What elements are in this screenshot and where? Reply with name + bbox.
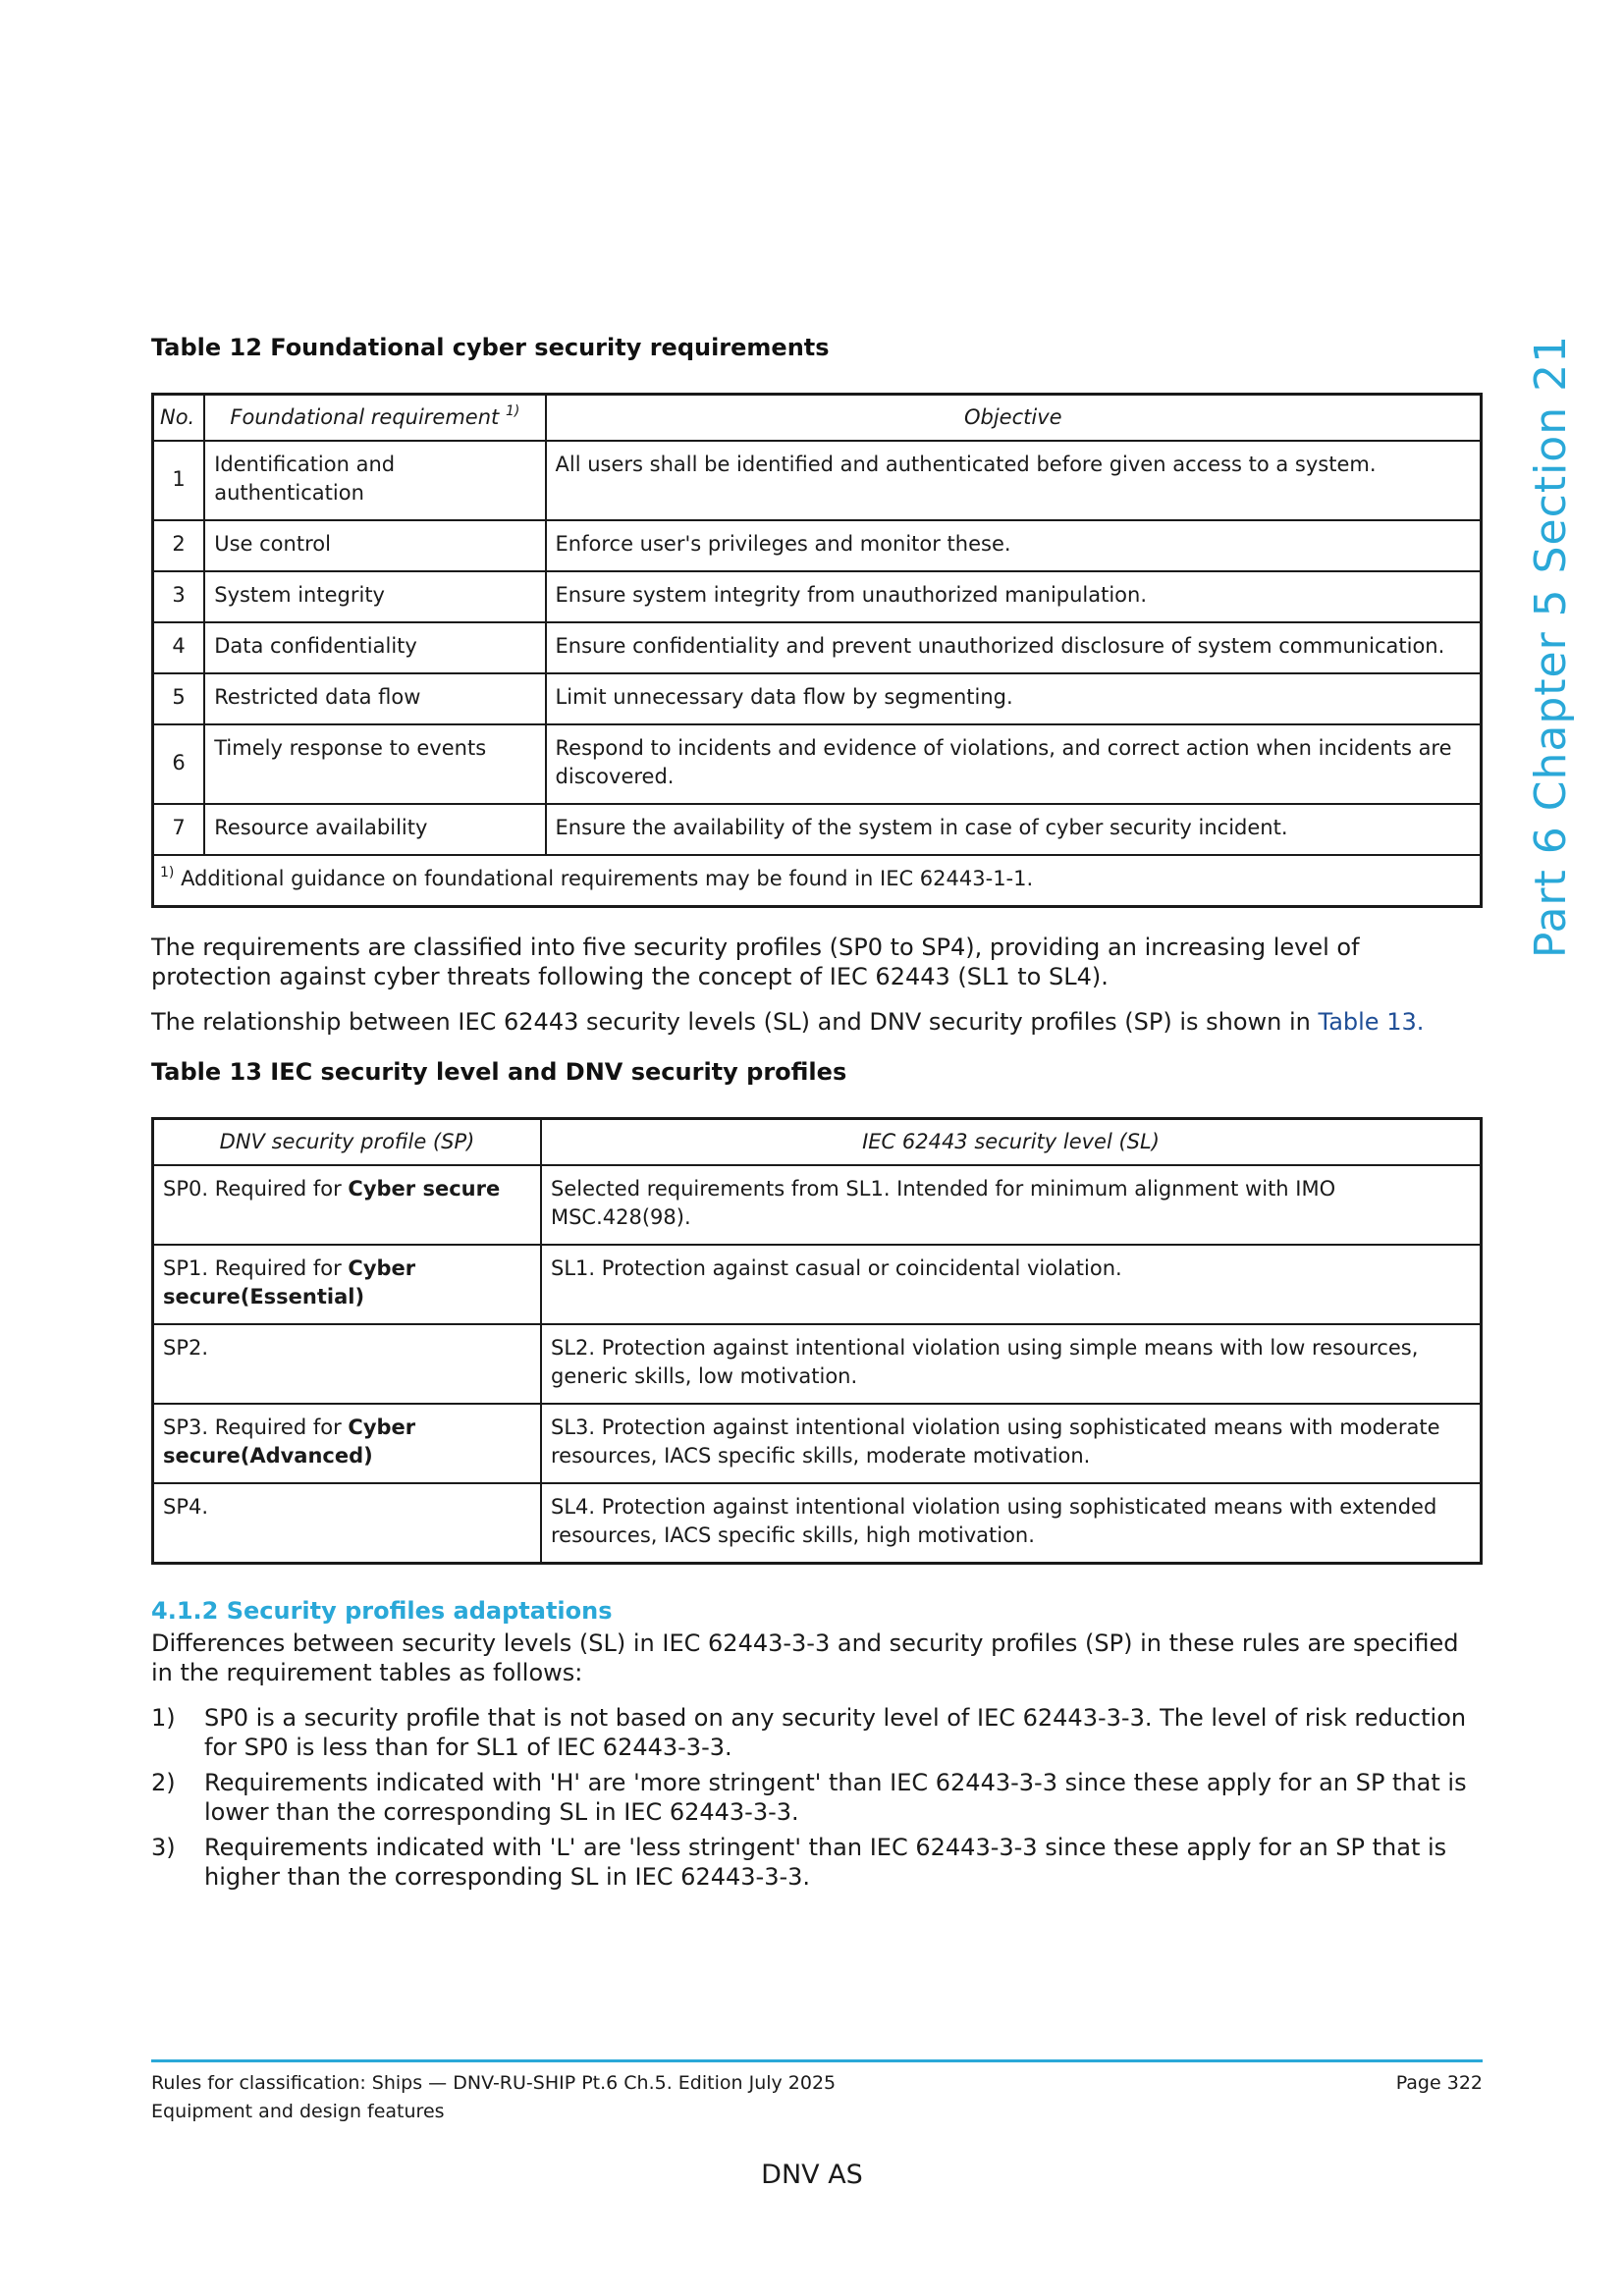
list-item (151, 1703, 1483, 1762)
row-profile (153, 1245, 541, 1324)
row-requirement: Resource availability (204, 804, 545, 855)
row-objective: Ensure the availability of the system in case of cyber security incident. (546, 804, 1482, 855)
row-objective: Ensure confidentiality and prevent unauthorized disclosure of system communication. (546, 622, 1482, 673)
table13-header-level: IEC 62443 security level (SL) (541, 1119, 1482, 1166)
side-section-label (1526, 334, 1577, 958)
table12-caption: Table 12 Foundational cyber security requirements (151, 334, 830, 361)
table-row (153, 804, 1482, 855)
footer-page-number: Page 322 (1395, 2072, 1483, 2094)
row-objective: All users shall be identified and authenticated before given access to a system. (546, 441, 1482, 520)
row-requirement: Data confidentiality (204, 622, 545, 673)
row-level: SL2. Protection against intentional violation using simple means with low resources, generic skills, low motivation. (541, 1324, 1482, 1404)
row-number: 2 (153, 520, 205, 571)
table-row (153, 724, 1482, 804)
side-section-label-text: Part 6 Chapter 5 Section 21 (1526, 334, 1577, 958)
list-text: SP0 is a security profile that is not based on any security level of IEC 62443-3-3. The level of risk reduction for SP0 is less than for SL1 of IEC 62443-3-3. (204, 1704, 1467, 1761)
footnote-mark: 1) (160, 865, 175, 881)
table12-header-objective: Objective (546, 395, 1482, 442)
row-level: SL1. Protection against casual or coincidental violation. (541, 1245, 1482, 1324)
paragraph-security-profiles: The requirements are classified into five security profiles (SP0 to SP4), providing an increasing level of protection against cyber threats following the concept of IEC 62443 (SL1 to SL4). (151, 934, 1360, 990)
row-number: 4 (153, 622, 205, 673)
section-intro: Differences between security levels (SL) in IEC 62443-3-3 and security profiles (SP) in these rules are specified in the requirement tables as follows: (151, 1629, 1459, 1686)
table-row (153, 1165, 1482, 1245)
profile-prefix: SP1. Required for (163, 1256, 349, 1280)
table12-header-note: 1) (505, 403, 520, 419)
table13-header-profile: DNV security profile (SP) (153, 1119, 541, 1166)
profile-bold: Cyber secure (348, 1177, 501, 1201)
row-requirement: Identification and authentication (204, 441, 545, 520)
list-marker: 2) (151, 1769, 176, 1796)
table12-header-requirement (204, 395, 545, 442)
paragraph-relationship-text: The relationship between IEC 62443 security levels (SL) and DNV security profiles (SP) is shown in (151, 1008, 1319, 1036)
row-profile (153, 1483, 541, 1564)
paragraph-relationship (151, 1007, 1483, 1037)
list-marker: 1) (151, 1704, 176, 1732)
row-objective: Ensure system integrity from unauthorized manipulation. (546, 571, 1482, 622)
profile-prefix: SP0. Required for (163, 1177, 349, 1201)
row-profile (153, 1404, 541, 1483)
table-row (153, 1483, 1482, 1564)
footer-chapter-title: Equipment and design features (151, 2101, 445, 2122)
row-level: SL3. Protection against intentional violation using sophisticated means with moderate resources, IACS specific skills, moderate motivation. (541, 1404, 1482, 1483)
list-item (151, 1833, 1483, 1892)
list-marker: 3) (151, 1834, 176, 1861)
row-objective: Limit unnecessary data flow by segmenting. (546, 673, 1482, 724)
footer-row (151, 2069, 1483, 2098)
row-requirement: Restricted data flow (204, 673, 545, 724)
list-text: Requirements indicated with 'L' are 'less stringent' than IEC 62443-3-3 since these apply for an SP that is higher than the corresponding SL in IEC 62443-3-3. (204, 1834, 1447, 1891)
list-item (151, 1768, 1483, 1827)
table12-header-no: No. (153, 395, 205, 442)
table-row (153, 441, 1482, 520)
table12-header-row (153, 395, 1482, 442)
table-row (153, 1404, 1482, 1483)
row-requirement: System integrity (204, 571, 545, 622)
list-text: Requirements indicated with 'H' are 'more stringent' than IEC 62443-3-3 since these apply for an SP that is lower than the corresponding SL in IEC 62443-3-3. (204, 1769, 1467, 1826)
company-name: DNV AS (761, 2160, 863, 2190)
profile-prefix: SP3. Required for (163, 1415, 349, 1439)
profile-bold: Cyber secure(Essential) (163, 1256, 416, 1308)
row-requirement: Use control (204, 520, 545, 571)
row-profile (153, 1165, 541, 1245)
profile-prefix: SP4. (163, 1495, 209, 1519)
row-objective: Respond to incidents and evidence of violations, and correct action when incidents are discovered. (546, 724, 1482, 804)
paragraph-relationship-end: . (1416, 1008, 1425, 1036)
table13 (151, 1117, 1483, 1565)
row-level: Selected requirements from SL1. Intended for minimum alignment with IMO MSC.428(98). (541, 1165, 1482, 1245)
row-level: SL4. Protection against intentional violation using sophisticated means with extended resources, IACS specific skills, high motivation. (541, 1483, 1482, 1564)
footer-rule (151, 2059, 1483, 2062)
table12-footnote (153, 855, 1482, 907)
row-profile (153, 1324, 541, 1404)
table-row (153, 1324, 1482, 1404)
row-number: 5 (153, 673, 205, 724)
profile-bold: Cyber secure(Advanced) (163, 1415, 416, 1468)
table13-header-row (153, 1119, 1482, 1166)
table-row (153, 673, 1482, 724)
table-row (153, 520, 1482, 571)
row-number: 1 (153, 441, 205, 520)
row-number: 6 (153, 724, 205, 804)
profile-prefix: SP2. (163, 1336, 209, 1360)
row-objective: Enforce user's privileges and monitor these. (546, 520, 1482, 571)
table12-footnote-row (153, 855, 1482, 907)
page-footer (151, 2069, 1483, 2126)
row-number: 7 (153, 804, 205, 855)
adaptations-list (151, 1703, 1483, 1897)
table13-link[interactable]: Table 13 (1318, 1008, 1417, 1036)
footnote-text: Additional guidance on foundational requirements may be found in IEC 62443-1-1. (181, 867, 1034, 890)
table13-caption: Table 13 IEC security level and DNV security profiles (151, 1058, 847, 1086)
table12 (151, 393, 1483, 908)
table-row (153, 622, 1482, 673)
row-requirement: Timely response to events (204, 724, 545, 804)
row-number: 3 (153, 571, 205, 622)
table-row (153, 1245, 1482, 1324)
table-row (153, 571, 1482, 622)
table12-header-requirement-text: Foundational requirement (230, 405, 500, 429)
section-heading: 4.1.2 Security profiles adaptations (151, 1597, 613, 1625)
footer-rules-title: Rules for classification: Ships — DNV-RU-SHIP Pt.6 Ch.5. Edition July 2025 (151, 2072, 837, 2094)
